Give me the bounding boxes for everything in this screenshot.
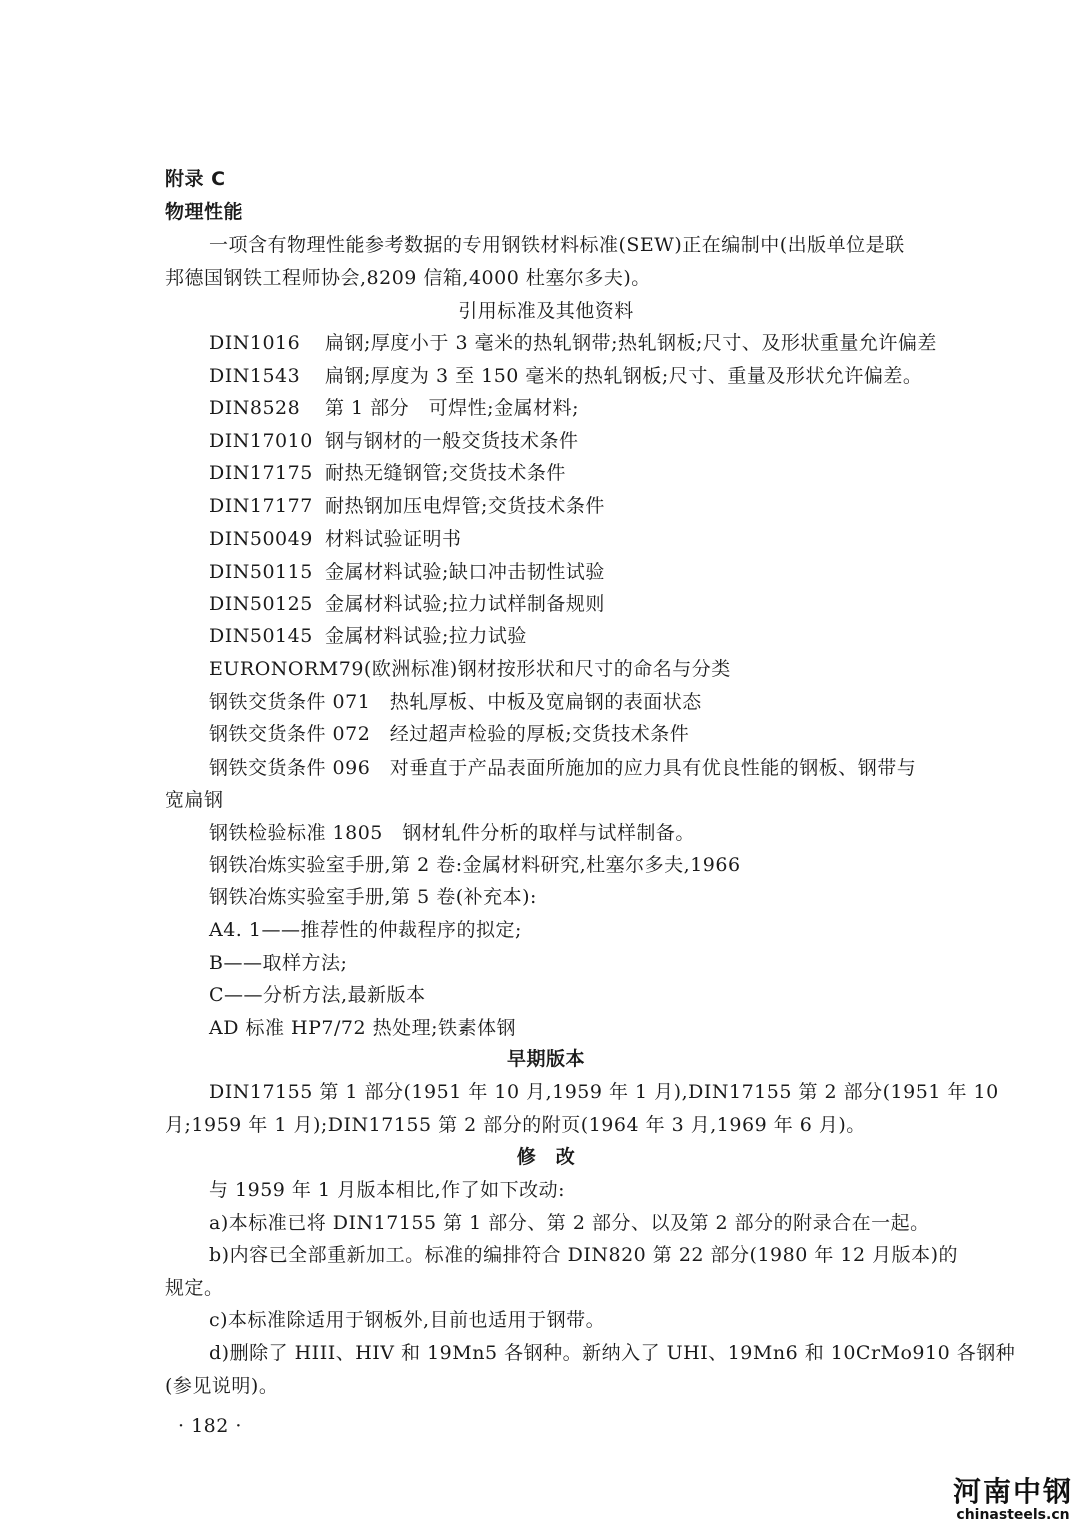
reference-code: DIN17177 [209,495,313,517]
earlier-editions-line: DIN17155 第 1 部分(1951 年 10 月,1959 年 1 月),DIN17155 第 2 部分(1951 年 10 [209,1081,999,1103]
reference-line: 钢铁检验标准 1805 钢材轧件分析的取样与试样制备。 [209,822,695,844]
intro-line: 邦德国钢铁工程师协会,8209 信箱,4000 杜塞尔多夫)。 [165,267,651,289]
reference-line: A4. 1——推荐性的仲裁程序的拟定; [209,919,522,941]
reference-code: DIN8528 [209,397,301,419]
earlier-editions-line: 月;1959 年 1 月);DIN17155 第 2 部分的附页(1964 年 3 月,1969 年 6 月)。 [165,1114,866,1136]
reference-item [209,460,566,486]
reference-text: 耐热无缝钢管;交货技术条件 [325,462,566,484]
amendments-line: 与 1959 年 1 月版本相比,作了如下改动: [209,1179,566,1201]
reference-text: 材料试验证明书 [325,528,462,550]
amendments-line: c)本标准除适用于钢板外,目前也适用于钢带。 [209,1309,606,1331]
reference-item [209,330,937,356]
reference-text: 金属材料试验;拉力试样制备规则 [325,593,605,615]
reference-code: DIN1543 [209,365,301,387]
earlier-editions-title: 早期版本 [506,1048,585,1070]
reference-item [209,493,605,519]
intro-line: 一项含有物理性能参考数据的专用钢铁材料标准(SEW)正在编制中(出版单位是联 [209,234,905,256]
amendments-line: a)本标准已将 DIN17155 第 1 部分、第 2 部分、以及第 2 部分的附录合在一起。 [209,1212,930,1234]
amendments-line: b)内容已全部重新加工。标准的编排符合 DIN820 第 22 部分(1980 年 12 月版本)的 [209,1244,959,1266]
reference-line: B——取样方法; [209,952,348,974]
watermark-logo: 河南中钢 [952,1475,1073,1508]
reference-code: DIN17010 [209,430,313,452]
reference-text: 扁钢;厚度为 3 至 150 毫米的热轧钢板;尺寸、重量及形状允许偏差。 [325,365,923,387]
reference-text: 扁钢;厚度小于 3 毫米的热轧钢带;热轧钢板;尺寸、及形状重量允许偏差 [325,332,937,354]
amendments-line: 规定。 [165,1277,224,1299]
amendments-line: (参见说明)。 [165,1375,279,1397]
reference-code: DIN50125 [209,593,313,615]
page-number: · 182 · [178,1415,242,1437]
appendix-heading: 附录 C [165,168,226,190]
reference-item [209,395,579,421]
reference-line: 钢铁交货条件 096 对垂直于产品表面所施加的应力具有优良性能的钢板、钢带与 [209,757,917,779]
reference-code: DIN1016 [209,332,301,354]
reference-line-continued: 宽扁钢 [165,789,224,811]
reference-item [209,363,922,389]
reference-item [209,428,579,454]
references-title: 引用标准及其他资料 [458,300,634,322]
reference-code: DIN50115 [209,561,313,583]
reference-line: AD 标准 HP7/72 热处理;铁素体钢 [209,1017,516,1039]
reference-code: DIN50145 [209,625,313,647]
reference-code: DIN17175 [209,462,313,484]
reference-text: 耐热钢加压电焊管;交货技术条件 [325,495,605,517]
reference-text: 金属材料试验;缺口冲击韧性试验 [325,561,605,583]
reference-item [209,591,605,617]
reference-line: 钢铁冶炼实验室手册,第 5 卷(补充本): [209,886,537,908]
reference-line: 钢铁交货条件 072 经过超声检验的厚板;交货技术条件 [209,723,690,745]
reference-line: EURONORM79(欧洲标准)钢材按形状和尺寸的命名与分类 [209,658,731,680]
watermark [938,1477,1088,1523]
reference-item [209,623,527,649]
reference-item [209,526,462,552]
reference-line: C——分析方法,最新版本 [209,984,426,1006]
watermark-url: chinasteels.cn [956,1507,1070,1523]
reference-text: 钢与钢材的一般交货技术条件 [325,430,579,452]
amendments-line: d)删除了 HIII、HIV 和 19Mn5 各钢种。新纳入了 UHI、19Mn6 和 10CrMo910 各钢种 [209,1342,1016,1364]
amendments-title: 修 改 [516,1146,576,1168]
reference-line: 钢铁交货条件 071 热轧厚板、中板及宽扁钢的表面状态 [209,691,702,713]
reference-text: 第 1 部分 可焊性;金属材料; [325,397,579,419]
reference-text: 金属材料试验;拉力试验 [325,625,527,647]
section-title: 物理性能 [165,201,244,223]
reference-code: DIN50049 [209,528,313,550]
reference-item [209,559,605,585]
reference-line: 钢铁冶炼实验室手册,第 2 卷:金属材料研究,杜塞尔多夫,1966 [209,854,741,876]
